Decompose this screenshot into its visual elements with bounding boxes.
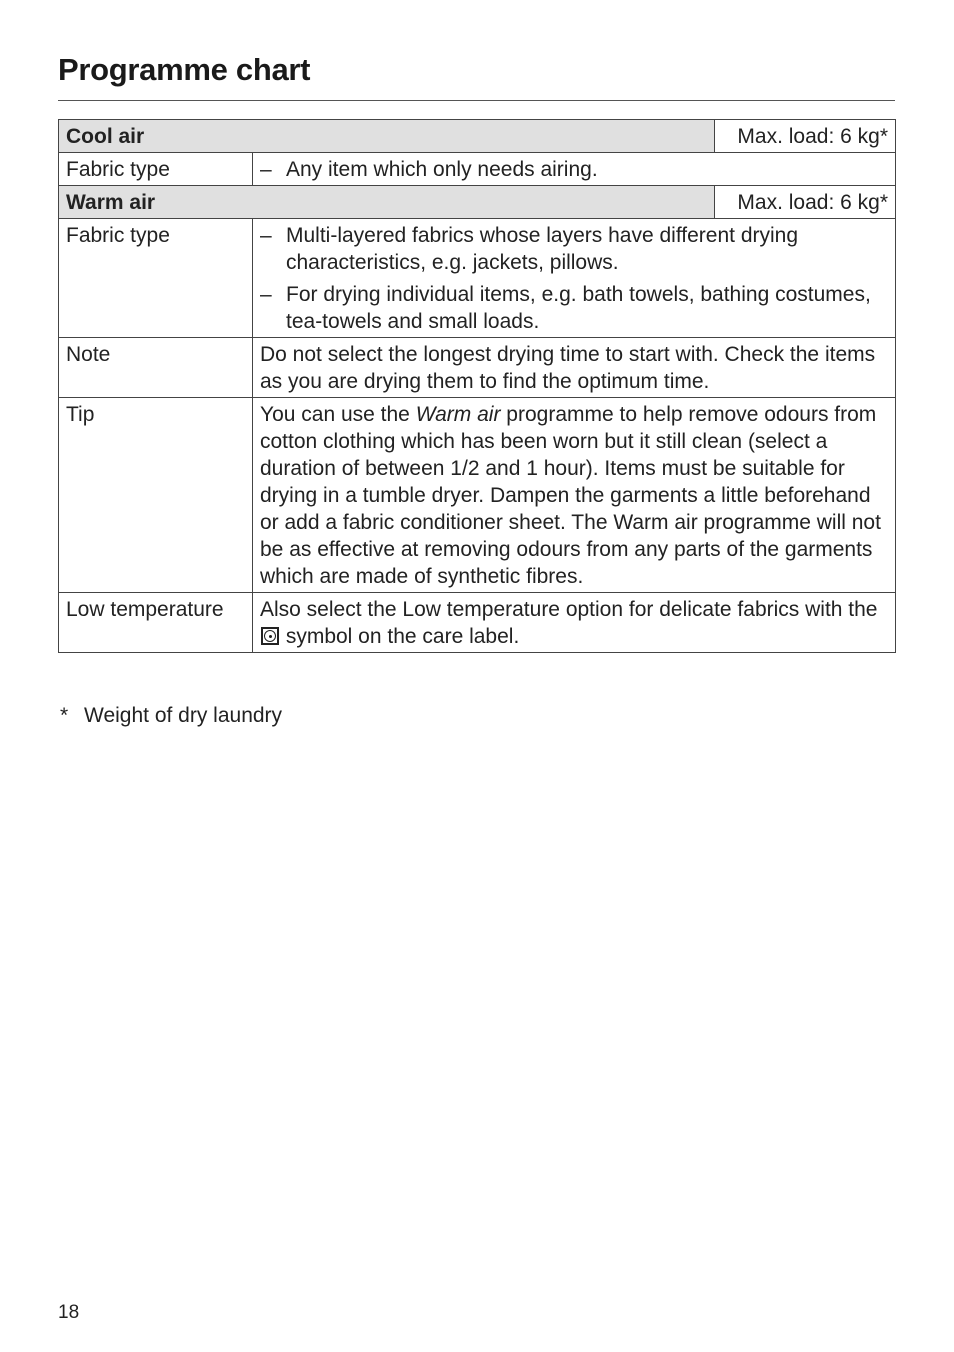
footnote-text: Weight of dry laundry bbox=[84, 704, 283, 727]
cool-air-max-load: Max. load: 6 kg* bbox=[715, 120, 896, 153]
cool-air-programme-name: Cool air bbox=[59, 120, 715, 153]
tip-programme-name: Warm air bbox=[415, 403, 501, 426]
programme-chart-table bbox=[58, 119, 896, 653]
tip-text-end: programme to help remove odours from cotton clothing which has been worn but it still clean (select a duration of between 1/2 and 1 hour). Items must be suitable for drying in a tumble dryer. Dampen the garments a little beforehand or add a fabric conditioner sheet. The Warm air programme will not be as effective at removing odours from any parts of the garments which are made of synthetic fibres. bbox=[260, 403, 881, 588]
warm-air-note-text: Do not select the longest drying time to start with. Check the items as you are drying them to find the optimum time. bbox=[253, 338, 896, 398]
warm-air-fabric-row bbox=[59, 219, 896, 338]
warm-air-note-row bbox=[59, 338, 896, 398]
warm-air-note-label: Note bbox=[59, 338, 253, 398]
cool-air-fabric-row bbox=[59, 153, 896, 186]
cool-air-header-row bbox=[59, 120, 896, 153]
cool-air-fabric-label: Fabric type bbox=[59, 153, 253, 186]
low-temp-text-start: Also select the Low temperature option for delicate fabrics with the bbox=[260, 598, 878, 621]
warm-air-fabric-cell bbox=[253, 219, 896, 338]
warm-air-programme-name: Warm air bbox=[59, 186, 715, 219]
cool-air-fabric-item: Any item which only needs airing. bbox=[286, 158, 598, 181]
title-divider bbox=[58, 100, 895, 101]
dash-bullet: – bbox=[260, 224, 272, 247]
warm-air-tip-label: Tip bbox=[59, 398, 253, 593]
warm-air-low-temperature-row bbox=[59, 593, 896, 653]
page-number: 18 bbox=[58, 1302, 80, 1323]
warm-air-tip-text bbox=[253, 398, 896, 593]
footnote-marker: * bbox=[60, 704, 69, 727]
dash-bullet: – bbox=[260, 158, 272, 181]
footnote bbox=[60, 704, 282, 728]
warm-air-max-load: Max. load: 6 kg* bbox=[715, 186, 896, 219]
tumble-dry-symbol-icon bbox=[261, 627, 279, 645]
warm-air-fabric-label: Fabric type bbox=[59, 219, 253, 338]
cool-air-fabric-cell bbox=[253, 153, 896, 186]
warm-air-fabric-item: Multi-layered fabrics whose layers have different drying characteristics, e.g. jackets, pillows. bbox=[286, 224, 799, 274]
tip-text-start: You can use the bbox=[260, 403, 416, 426]
list-item bbox=[260, 156, 888, 183]
list-item bbox=[260, 222, 888, 276]
warm-air-tip-row bbox=[59, 398, 896, 593]
warm-air-fabric-item: For drying individual items, e.g. bath towels, bathing costumes, tea-towels and small loads. bbox=[286, 283, 871, 333]
low-temperature-text bbox=[253, 593, 896, 653]
warm-air-header-row bbox=[59, 186, 896, 219]
low-temp-text-end: symbol on the care label. bbox=[280, 625, 520, 648]
low-temperature-label: Low temperature bbox=[59, 593, 253, 653]
list-item bbox=[260, 281, 888, 335]
page-title: Programme chart bbox=[58, 52, 311, 87]
dash-bullet: – bbox=[260, 283, 272, 306]
